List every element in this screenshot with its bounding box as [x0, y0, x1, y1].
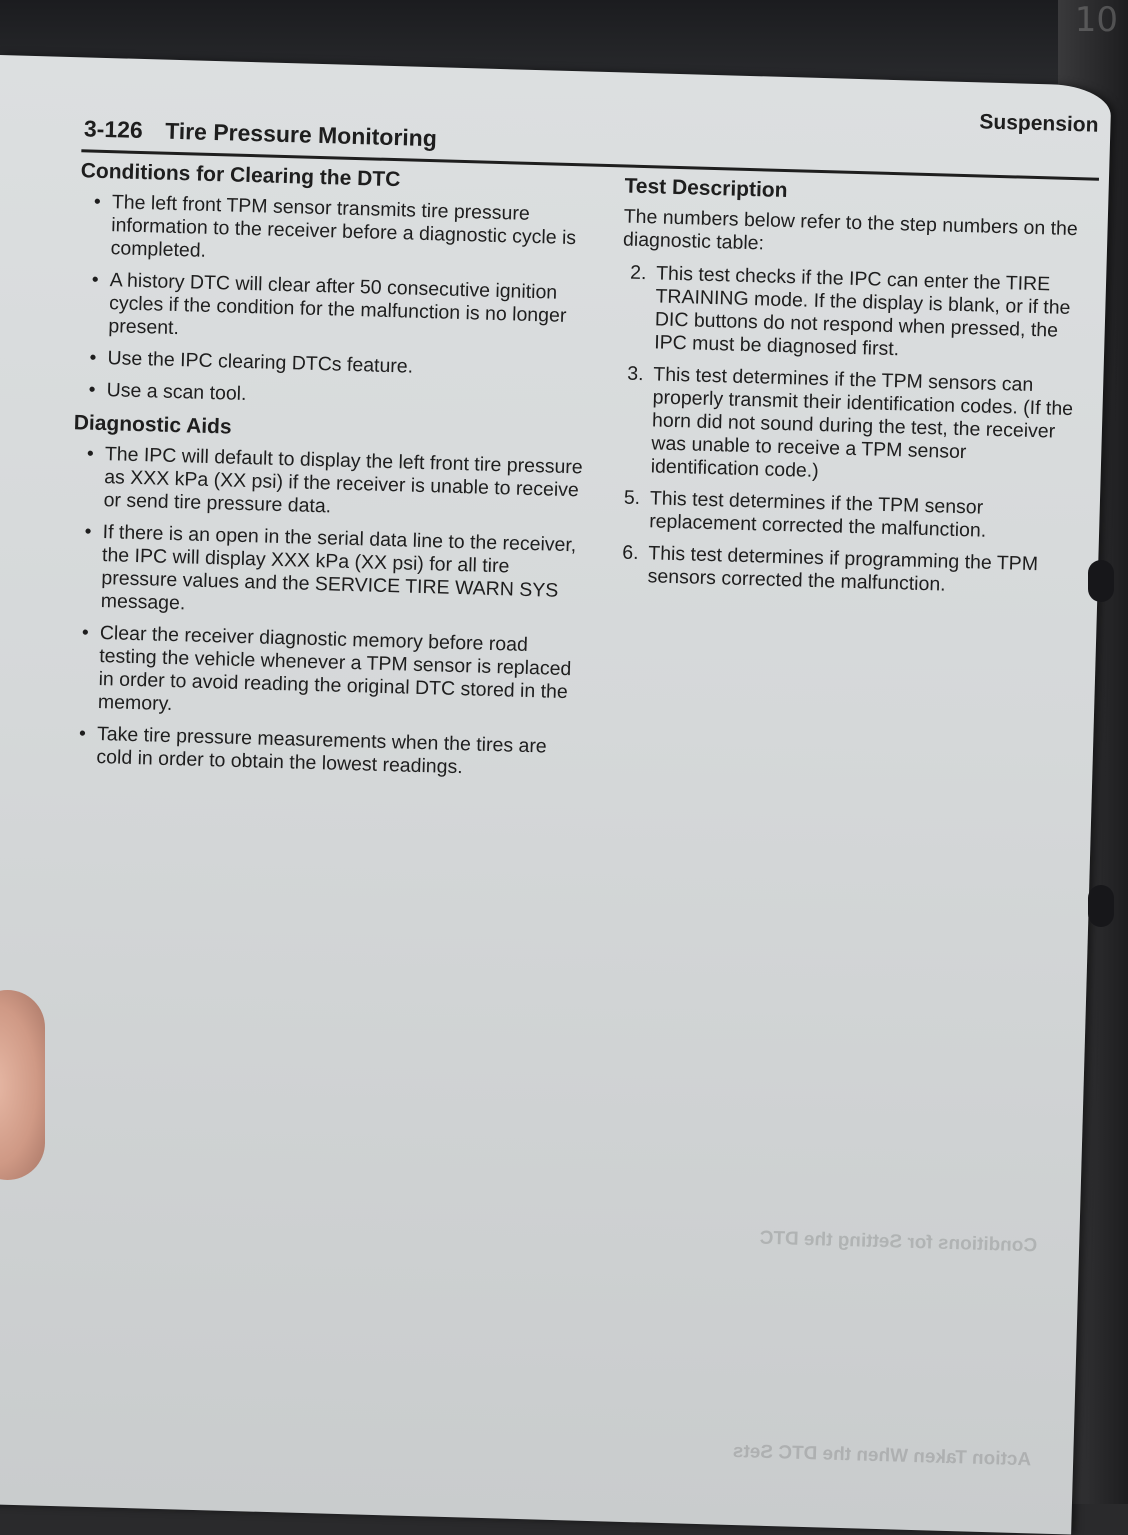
page-header [84, 115, 438, 152]
conditions-list [74, 190, 600, 415]
bullet-icon: • [81, 621, 90, 644]
conditions-heading: Conditions for Clearing the DTC [80, 159, 401, 192]
bullet-icon: • [93, 190, 102, 213]
list-item: • If there is an open in the serial data line to the receiver, the IPC will display XXX kPa (XX psi) for all tire pressure values and the SERVICE TIRE WARN SYS message. [84, 520, 577, 615]
list-item: • Use a scan tool. [88, 378, 247, 406]
section-title: Tire Pressure Monitoring [164, 117, 438, 152]
chapter-title: Suspension [979, 110, 1099, 137]
list-item: 5. This test determines if the TPM sensor replacement corrected the malfunction. [623, 486, 987, 542]
left-column [64, 159, 601, 792]
list-item: • Use the IPC clearing DTCs feature. [89, 346, 414, 378]
aids-heading: Diagnostic Aids [73, 411, 232, 439]
aids-section [64, 411, 594, 782]
page-number: 3-126 [83, 115, 144, 144]
binder-hole [1088, 560, 1114, 602]
list-item: • A history DTC will clear after 50 consecutive ignition cycles if the condition for the malfunction is no longer present. [91, 268, 567, 340]
manual-page [0, 55, 1112, 1534]
corner-badge: 10 [1074, 0, 1118, 40]
list-item: 2. This test checks if the IPC can enter the TIRE TRAINING mode. If the display is blank, or if the DIC buttons do not respond when pressed, the IPC must be diagnosed first. [629, 261, 1071, 361]
list-item: • The IPC will default to display the left front tire pressure as XXX kPa (XX psi) if the receiver is unable to receive or send tire pressure data. [86, 442, 584, 518]
bullet-icon: • [91, 268, 99, 291]
binder-hole [1088, 885, 1114, 927]
test-description-heading: Test Description [624, 174, 788, 203]
bullet-icon: • [86, 442, 95, 465]
bleed-through-text: Conditions for Setting the DTC Action Taken When the DTC Sets [732, 1227, 1038, 1471]
conditions-section [74, 159, 601, 415]
aids-list [64, 442, 593, 782]
step-number: 3. [627, 362, 644, 386]
list-item: 3. This test determines if the TPM sensors can properly transmit their identification codes. (If the horn did not sound during the test, the receiver was unable to receive a TPM sensor identification code.) [627, 362, 1074, 483]
bullet-icon: • [78, 722, 87, 745]
step-number: 2. [629, 261, 647, 285]
list-item: • The left front TPM sensor transmits tire pressure information to the receiver before a diagnostic cycle is completed. [93, 190, 577, 262]
list-item: 6. This test determines if programming the TPM sensors corrected the malfunction. [622, 541, 1039, 596]
test-description-intro: The numbers below refer to the step numbers on the diagnostic table: [622, 205, 1079, 255]
bullet-icon: • [89, 346, 97, 369]
list-item: • Take tire pressure measurements when the tires are cold in order to obtain the lowest readings. [78, 722, 548, 779]
step-number: 6. [622, 541, 639, 565]
step-number: 5. [623, 486, 641, 510]
bullet-icon: • [84, 520, 92, 543]
list-item: • Clear the receiver diagnostic memory before road testing the vehicle whenever a TPM sensor is replaced in order to avoid reading the original DTC stored in the memory. [81, 621, 572, 716]
thumb [0, 990, 45, 1180]
test-steps-list [613, 261, 1082, 600]
bullet-icon: • [88, 378, 96, 401]
right-column [613, 174, 1085, 609]
